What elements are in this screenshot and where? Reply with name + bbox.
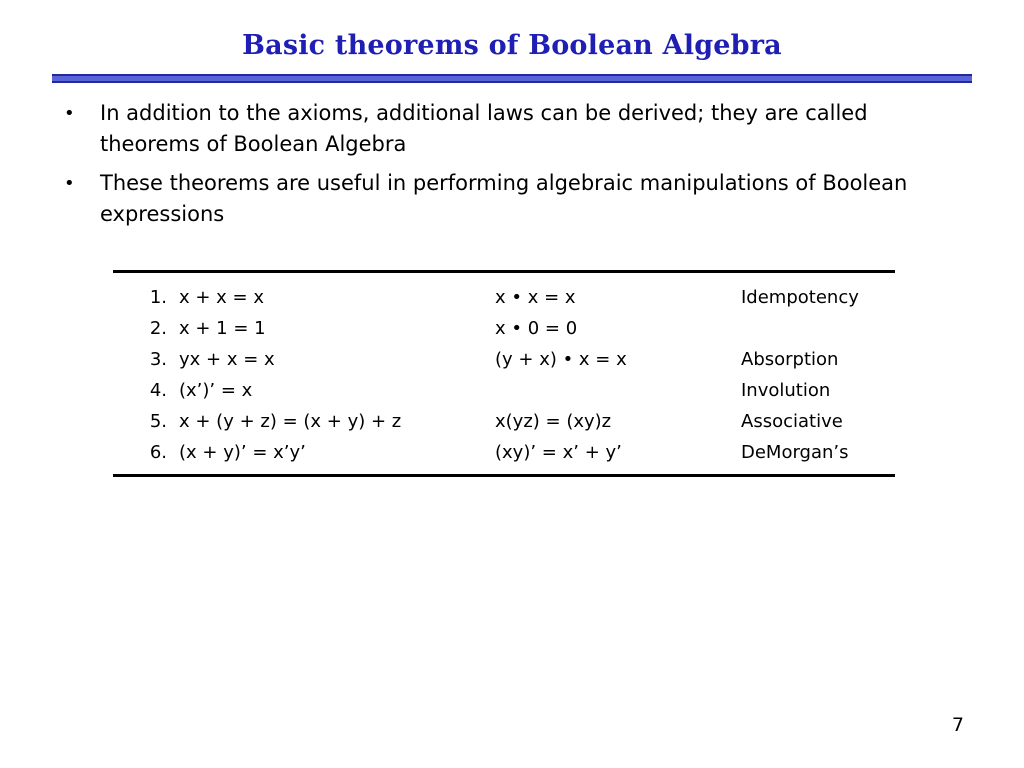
table-row: [113, 313, 895, 344]
theorem-and-form: x • x = x: [495, 287, 576, 308]
table-bottom-rule: [113, 476, 895, 478]
theorem-or-form: yx + x = x: [179, 349, 275, 370]
table-row: [113, 273, 895, 313]
theorem-and-form: (y + x) • x = x: [495, 349, 627, 370]
bullet-list: [62, 98, 962, 238]
table-row: [113, 375, 895, 406]
theorem-number: 1.: [149, 287, 167, 308]
theorem-name: Absorption: [741, 349, 839, 370]
slide-title: Basic theorems of Boolean Algebra: [242, 30, 782, 61]
theorem-number: 6.: [149, 442, 167, 463]
bullet-dot-icon: •: [64, 173, 75, 194]
theorem-name: Associative: [741, 411, 843, 432]
theorem-or-form: x + 1 = 1: [179, 318, 266, 339]
bullet-text: In addition to the axioms, additional laws can be derived; they are called theorems of Boolean Algebra: [100, 101, 868, 156]
theorems-table: [113, 270, 895, 477]
table-row: [113, 344, 895, 375]
bullet-text: These theorems are useful in performing algebraic manipulations of Boolean expressions: [100, 171, 908, 226]
theorem-name: DeMorgan’s: [741, 442, 849, 463]
theorem-name: Idempotency: [741, 287, 859, 308]
theorem-name: Involution: [741, 380, 831, 401]
bullet-item: [62, 168, 962, 230]
theorem-name: [741, 313, 895, 344]
bullet-dot-icon: •: [64, 103, 75, 124]
theorem-number: 2.: [149, 318, 167, 339]
theorem-or-form: (x + y)’ = x’y’: [179, 442, 306, 463]
theorem-or-form: x + x = x: [179, 287, 265, 308]
table-row: [113, 437, 895, 476]
bullet-item: [62, 98, 962, 160]
theorem-and-form: x • 0 = 0: [495, 318, 578, 339]
theorem-number: 4.: [149, 380, 167, 401]
theorem-number: 5.: [149, 411, 167, 432]
theorem-or-form: (x’)’ = x: [179, 380, 253, 401]
theorem-and-form: x(yz) = (xy)z: [495, 411, 612, 432]
theorem-or-form: x + (y + z) = (x + y) + z: [179, 411, 402, 432]
page-number: 7: [951, 714, 964, 736]
table-row: [113, 406, 895, 437]
title-underline-rule: [52, 74, 972, 83]
theorem-and-form: (xy)’ = x’ + y’: [495, 442, 622, 463]
theorem-number: 3.: [149, 349, 167, 370]
theorem-and-form: [495, 375, 741, 406]
